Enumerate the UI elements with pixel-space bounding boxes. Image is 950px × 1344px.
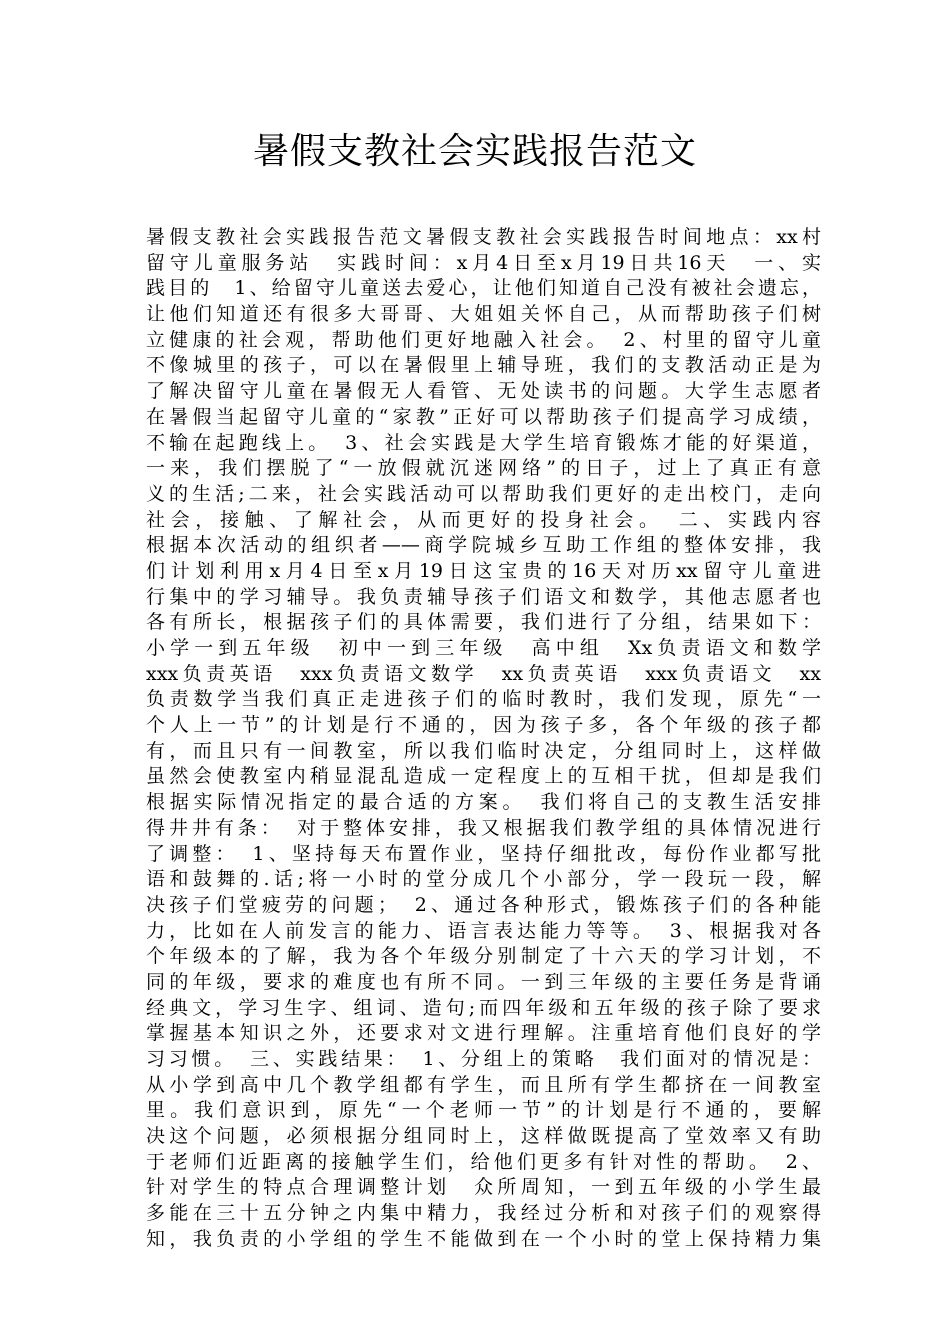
body-line: 语和鼓舞的.话;将一小时的堂分成几个小部分，学一段玩一段，解 bbox=[146, 868, 821, 891]
body-line: 留守儿童服务站 实践时间：x月4日至x月19日共16天 一、实 bbox=[146, 251, 821, 274]
body-line: 于老师们近距离的接触学生们，给他们更多有针对性的帮助。 2、 bbox=[146, 1150, 821, 1173]
document-title: 暑假支教社会实践报告范文 bbox=[252, 131, 697, 172]
body-line: 力，比如在人前发言的能力、语言表达能力等等。 3、根据我对各 bbox=[146, 919, 821, 942]
body-line: 践目的 1、给留守儿童送去爱心，让他们知道自己没有被社会遗忘， bbox=[146, 277, 821, 300]
body-line: 一来，我们摆脱了“一放假就沉迷网络”的日子，过上了真正有意 bbox=[146, 457, 821, 480]
body-line: 社会，接触、了解社会，从而更好的投身社会。 二、实践内容 bbox=[146, 508, 821, 531]
body-line: 同的年级，要求的难度也有所不同。一到三年级的主要任务是背诵 bbox=[146, 970, 821, 993]
body-line: 针对学生的特点合理调整计划 众所周知，一到五年级的小学生最 bbox=[146, 1176, 821, 1199]
body-line: 决孩子们堂疲劳的问题； 2、通过各种形式，锻炼孩子们的各种能 bbox=[146, 893, 821, 916]
body-line: 根据本次活动的组织者——商学院城乡互助工作组的整体安排，我 bbox=[146, 534, 821, 557]
body-line: 了调整： 1、坚持每天布置作业，坚持仔细批改，每份作业都写批 bbox=[146, 842, 821, 865]
body-line: 各有所长，根据孩子们的具体需要，我们进行了分组，结果如下： bbox=[146, 611, 821, 634]
body-line: 根据实际情况指定的最合适的方案。 我们将自己的支教生活安排 bbox=[146, 791, 821, 814]
body-line: 经典文，学习生字、组词、造句;而四年级和五年级的孩子除了要求 bbox=[146, 996, 821, 1019]
body-line: 决这个问题，必须根据分组同时上，这样做既提高了堂效率又有助 bbox=[146, 1125, 821, 1148]
document-body bbox=[146, 225, 821, 1253]
body-line: 里。我们意识到，原先“一个老师一节”的计划是行不通的，要解 bbox=[146, 1099, 821, 1122]
body-line: 义的生活;二来，社会实践活动可以帮助我们更好的走出校门，走向 bbox=[146, 482, 821, 505]
body-line: 在暑假当起留守儿童的“家教”正好可以帮助孩子们提高学习成绩， bbox=[146, 405, 821, 428]
body-line: 行集中的学习辅导。我负责辅导孩子们语文和数学，其他志愿者也 bbox=[146, 585, 821, 608]
body-line: 掌握基本知识之外，还要求对文进行理解。注重培育他们良好的学 bbox=[146, 1022, 821, 1045]
body-line: 虽然会使教室内稍显混乱造成一定程度上的互相干扰，但却是我们 bbox=[146, 765, 821, 788]
body-line: xxx负责英语 xxx负责语文数学 xx负责英语 xxx负责语文 xx bbox=[146, 662, 821, 685]
body-line: 不像城里的孩子，可以在暑假里上辅导班，我们的支教活动正是为 bbox=[146, 354, 821, 377]
body-line: 们计划利用x月4日至x月19日这宝贵的16天对历xx留守儿童进 bbox=[146, 559, 821, 582]
body-line: 知，我负责的小学组的学生不能做到在一个小时的堂上保持精力集 bbox=[146, 1227, 821, 1250]
body-line: 立健康的社会观，帮助他们更好地融入社会。 2、村里的留守儿童 bbox=[146, 328, 821, 351]
body-line: 暑假支教社会实践报告范文暑假支教社会实践报告时间地点：xx村 bbox=[146, 226, 821, 248]
body-line: 了解决留守儿童在暑假无人看管、无处读书的问题。大学生志愿者 bbox=[146, 380, 821, 403]
body-line: 从小学到高中几个教学组都有学生，而且所有学生都挤在一间教室 bbox=[146, 1073, 821, 1096]
body-line: 负责数学当我们真正走进孩子们的临时教时，我们发现，原先“一 bbox=[146, 688, 821, 711]
body-line: 个人上一节”的计划是行不通的，因为孩子多，各个年级的孩子都 bbox=[146, 714, 821, 737]
body-line: 小学一到五年级 初中一到三年级 高中组 Xx负责语文和数学 bbox=[146, 637, 821, 659]
body-line: 不输在起跑线上。 3、社会实践是大学生培育锻炼才能的好渠道， bbox=[146, 431, 821, 454]
body-line: 多能在三十五分钟之内集中精力，我经过分析和对孩子们的观察得 bbox=[146, 1202, 821, 1225]
body-line: 有，而且只有一间教室，所以我们临时决定，分组同时上，这样做 bbox=[146, 739, 821, 762]
body-line: 个年级本的了解，我为各个年级分别制定了十六天的学习计划，不 bbox=[146, 945, 821, 968]
body-line: 得井井有条： 对于整体安排，我又根据我们教学组的具体情况进行 bbox=[146, 816, 821, 839]
body-line: 让他们知道还有很多大哥哥、大姐姐关怀自己，从而帮助孩子们树 bbox=[146, 303, 821, 326]
body-line: 习习惯。 三、实践结果： 1、分组上的策略 我们面对的情况是： bbox=[146, 1048, 821, 1070]
